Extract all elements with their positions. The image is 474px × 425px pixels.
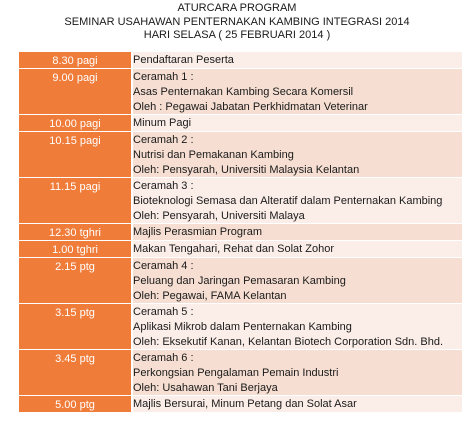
time-label: 10.15 pagi bbox=[49, 135, 101, 147]
schedule-row bbox=[19, 115, 462, 132]
activity-detail: Bioteknologi Semasa dan Alteratif dalam Penternakan Kambing bbox=[133, 195, 443, 207]
activity-title: Minum Pagi bbox=[133, 117, 192, 129]
activity-title: Pendaftaran Peserta bbox=[133, 54, 234, 66]
time-label: 3.15 ptg bbox=[55, 307, 95, 319]
time-label: 8.30 pagi bbox=[52, 55, 98, 67]
time-cell bbox=[19, 52, 132, 69]
activity-title: Ceramah 4 : bbox=[133, 260, 194, 272]
schedule-row bbox=[19, 304, 462, 350]
schedule-row bbox=[19, 350, 462, 396]
header-title: ATURCARA PROGRAM bbox=[177, 2, 297, 14]
activity-cell bbox=[132, 304, 462, 350]
activity-title: Ceramah 5 : bbox=[133, 306, 194, 318]
document-header bbox=[0, 2, 474, 43]
activity-title: Ceramah 6 : bbox=[133, 352, 194, 364]
activity-title: Ceramah 3 : bbox=[133, 180, 194, 192]
activity-detail: Oleh: Pensyarah, Universiti Malaya bbox=[133, 210, 305, 222]
time-cell bbox=[19, 224, 132, 241]
activity-cell bbox=[132, 350, 462, 396]
schedule-row bbox=[19, 69, 462, 115]
activity-title: Majlis Bersurai, Minum Petang dan Solat Asar bbox=[133, 398, 357, 410]
time-cell bbox=[19, 258, 132, 304]
activity-detail: Oleh: Eksekutif Kanan, Kelantan Biotech Corporation Sdn. Bhd. bbox=[133, 336, 444, 348]
schedule-row bbox=[19, 241, 462, 258]
activity-cell bbox=[132, 241, 462, 258]
activity-cell bbox=[132, 396, 462, 413]
time-label: 3.45 ptg bbox=[55, 353, 95, 365]
time-cell bbox=[19, 241, 132, 258]
time-label: 10.00 pagi bbox=[49, 118, 101, 130]
time-cell bbox=[19, 69, 132, 115]
activity-detail: Peluang dan Jaringan Pemasaran Kambing bbox=[133, 275, 346, 287]
activity-detail: Oleh: Pensyarah, Universiti Malaysia Kelantan bbox=[133, 164, 360, 176]
header-seminar-name: SEMINAR USAHAWAN PENTERNAKAN KAMBING INTEGRASI 2014 bbox=[64, 15, 410, 28]
time-label: 11.15 pagi bbox=[49, 181, 101, 193]
activity-cell bbox=[132, 132, 462, 178]
time-cell bbox=[19, 350, 132, 396]
activity-cell bbox=[132, 258, 462, 304]
time-label: 2.15 ptg bbox=[55, 261, 95, 273]
time-label: 1.00 tghri bbox=[52, 244, 98, 256]
activity-title: Majlis Perasmian Program bbox=[133, 226, 262, 238]
schedule-row bbox=[19, 52, 462, 69]
schedule-row bbox=[19, 132, 462, 178]
activity-cell bbox=[132, 224, 462, 241]
activity-detail: Aplikasi Mikrob dalam Penternakan Kambing bbox=[133, 321, 352, 333]
activity-title: Makan Tengahari, Rehat dan Solat Zohor bbox=[133, 243, 334, 255]
schedule-row bbox=[19, 224, 462, 241]
activity-detail: Nutrisi dan Pemakanan Kambing bbox=[133, 149, 294, 161]
activity-detail: Oleh: Usahawan Tani Berjaya bbox=[133, 382, 278, 394]
time-cell bbox=[19, 396, 132, 413]
activity-detail: Oleh: Pegawai, FAMA Kelantan bbox=[133, 290, 287, 302]
header-date: HARI SELASA ( 25 FEBRUARI 2014 ) bbox=[143, 29, 331, 41]
time-label: 12.30 tghri bbox=[49, 227, 101, 239]
activity-cell bbox=[132, 115, 462, 132]
activity-detail: Asas Penternakan Kambing Secara Komersil bbox=[133, 86, 354, 98]
schedule-body bbox=[19, 52, 462, 413]
activity-cell bbox=[132, 69, 462, 115]
activity-cell bbox=[132, 52, 462, 69]
schedule-row bbox=[19, 178, 462, 224]
time-cell bbox=[19, 304, 132, 350]
activity-cell bbox=[132, 178, 462, 224]
activity-title: Ceramah 2 : bbox=[133, 134, 194, 146]
schedule-row bbox=[19, 258, 462, 304]
time-label: 5.00 ptg bbox=[55, 399, 95, 411]
schedule-row bbox=[19, 396, 462, 413]
activity-detail: Perkongsian Pengalaman Pemain Industri bbox=[133, 367, 339, 379]
schedule-table bbox=[19, 52, 462, 413]
time-cell bbox=[19, 115, 132, 132]
time-cell bbox=[19, 132, 132, 178]
activity-title: Ceramah 1 : bbox=[133, 71, 194, 83]
time-cell bbox=[19, 178, 132, 224]
activity-detail: Oleh : Pegawai Jabatan Perkhidmatan Veterinar bbox=[133, 101, 368, 113]
time-label: 9.00 pagi bbox=[52, 72, 98, 84]
